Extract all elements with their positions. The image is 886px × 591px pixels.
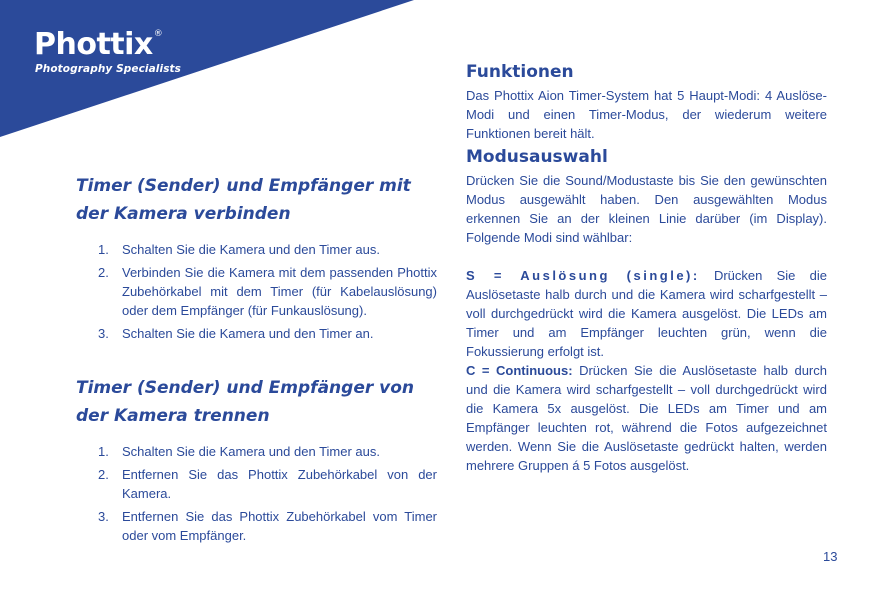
mode-continuous-text: Drücken Sie die Auslösetaste halb durch und die Kamera wird scharfgestellt – voll durchgedrückt wird die Kamera 5x ausgelöst. Die LEDs am Timer und am Empfänger leuchten rot, während die Fotos aufgezeichnet werden. Wenn Sie die Auslösetaste gedrückt halten, werden mehrere Gruppen á 5 Fotos ausgelöst. — [466, 363, 827, 473]
disconnect-steps — [76, 442, 437, 545]
disconnect-heading: Timer (Sender) und Empfänger von der Kamera trennen — [76, 378, 415, 426]
step-text: Schalten Sie die Kamera und den Timer aus. — [122, 444, 380, 459]
step-number: 1. — [98, 444, 109, 459]
connect-heading: Timer (Sender) und Empfänger mit der Kamera verbinden — [76, 176, 411, 224]
step-text: Entfernen Sie das Phottix Zubehörkabel von der Kamera. — [122, 467, 437, 501]
connect-steps — [76, 240, 437, 343]
logo-name: Phottix — [34, 27, 153, 62]
disconnect-step-3 — [76, 507, 437, 545]
connect-step-1 — [76, 240, 437, 259]
functions-text: Das Phottix Aion Timer-System hat 5 Haupt-Modi: 4 Auslöse-Modi und einen Timer-Modus, der wiederum weitere Funktionen bereit hält. — [466, 88, 827, 141]
mode-single — [466, 266, 827, 361]
step-number: 3. — [98, 509, 109, 524]
modes-heading: Modusauswahl — [466, 147, 608, 167]
modes-intro: Drücken Sie die Sound/Modustaste bis Sie den gewünschten Modus ausgewählt haben. Den ausgewählten Modus erkennen Sie an der kleinen Linie darüber (im Display). Folgende Modi sind wählbar: — [466, 173, 827, 245]
page-number: 13 — [823, 549, 838, 564]
step-number: 2. — [98, 265, 109, 280]
connect-step-3 — [76, 324, 437, 343]
step-text: Schalten Sie die Kamera und den Timer an. — [122, 326, 374, 341]
disconnect-step-1 — [76, 442, 437, 461]
mode-continuous-label: C = Continuous: — [466, 363, 573, 378]
mode-single-text: Drücken Sie die Auslösetaste halb durch und die Kamera wird scharfgestellt – voll durchgedrückt wird die Kamera ausgelöst. Die LEDs am Timer und am Empfänger leuchten grün, wenn die Fokussierung erfolgt ist. — [466, 268, 827, 359]
phottix-logo — [34, 27, 163, 62]
registered-mark: ® — [153, 29, 163, 39]
right-column — [466, 58, 827, 475]
step-text: Verbinden Sie die Kamera mit dem passenden Phottix Zubehörkabel mit dem Timer (für Kabelauslösung) oder dem Empfänger (für Funkauslösung). — [122, 265, 437, 318]
step-number: 2. — [98, 467, 109, 482]
mode-single-label: S = Auslösung (single): — [466, 268, 700, 283]
connect-step-2 — [76, 263, 437, 320]
logo-tagline: Photography Specialists — [35, 63, 182, 75]
left-column — [76, 172, 437, 549]
step-text: Schalten Sie die Kamera und den Timer aus. — [122, 242, 380, 257]
step-number: 1. — [98, 242, 109, 257]
disconnect-step-2 — [76, 465, 437, 503]
functions-heading: Funktionen — [466, 62, 574, 82]
step-number: 3. — [98, 326, 109, 341]
mode-continuous — [466, 361, 827, 475]
step-text: Entfernen Sie das Phottix Zubehörkabel vom Timer oder vom Empfänger. — [122, 509, 437, 543]
